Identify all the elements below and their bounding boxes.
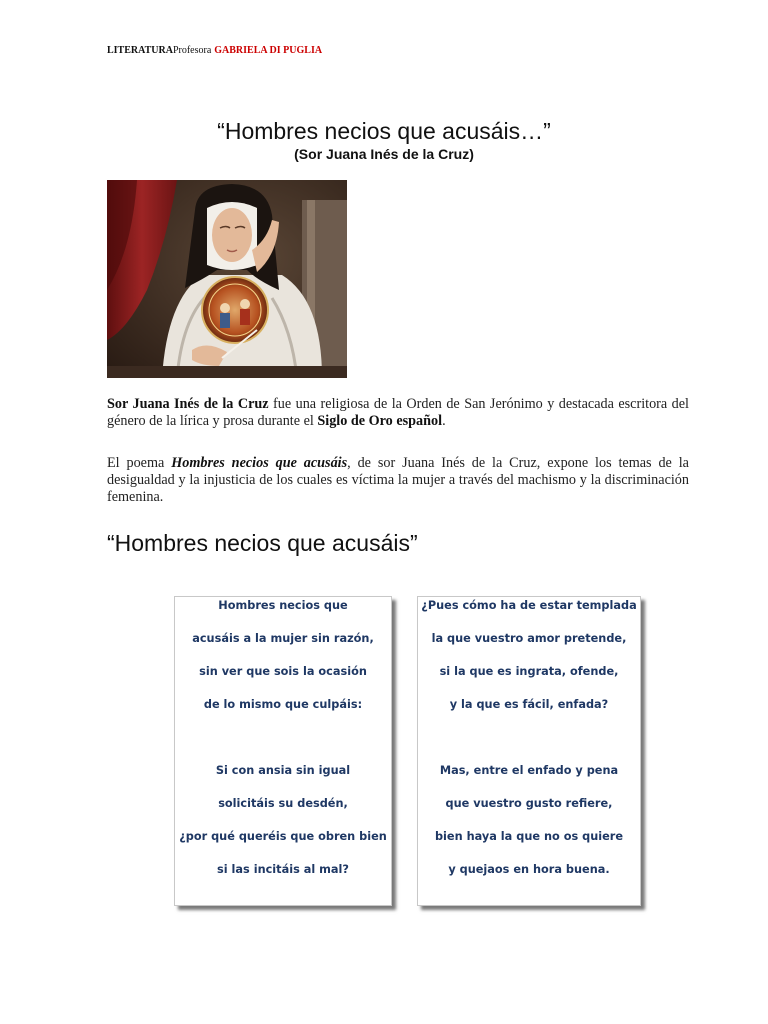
stanza-gap [418,730,640,763]
verse-line: Hombres necios que [218,599,348,612]
portrait-painting-icon [107,180,347,378]
verse-line: Si con ansia sin igual [215,764,351,777]
author-name: Sor Juana Inés de la Cruz [107,396,269,412]
siglo-de-oro: Siglo de Oro español [317,413,443,429]
header-teacher: GABRIELA DI PUGLIA [214,45,323,56]
poem-box-right [417,596,641,906]
portrait-image [107,180,347,378]
poem-name: Hombres necios que acusáis [171,455,348,471]
verse-line: de lo mismo que culpáis: [203,698,363,711]
verse-line: que vuestro gusto refiere, [445,797,613,810]
verse-line: ¿Pues cómo ha de estar templada [421,599,637,612]
header-role: Profesora [172,45,212,56]
intro-paragraph [107,396,689,430]
intro-text: fue una religiosa de la Orden de San Jerónimo y destacada escritora del género de la lírica y prosa durante el [107,396,689,429]
poem-title: “Hombres necios que acusáis” [107,530,418,556]
description-text: , de sor Juana Inés de la Cruz, expone los temas de la desigualdad y la injusticia de los cuales es víctima la mujer a través del machismo y la discriminación femenina. [107,455,689,505]
verse-line: Mas, entre el enfado y pena [439,764,619,777]
page-header [107,45,322,56]
intro-end: . [442,413,446,429]
verse-line: la que vuestro amor pretende, [431,632,627,645]
poem-box-left [174,596,392,906]
verse-line: bien haya la que no os quiere [434,830,624,843]
verse-line: ¿por qué queréis que obren bien [179,830,387,843]
poem-description-paragraph [107,455,689,506]
verse-line: si la que es ingrata, ofende, [439,665,619,678]
document-title: “Hombres necios que acusáis…” [217,118,551,144]
verse-line: y la que es fácil, enfada? [449,698,609,711]
document-subtitle: (Sor Juana Inés de la Cruz) [294,146,474,162]
verse-line: si las incitáis al mal? [217,863,349,876]
header-subject: LITERATURA [107,45,173,56]
description-start: El poema [107,455,172,471]
verse-line: y quejaos en hora buena. [448,863,610,876]
verse-line: solicitáis su desdén, [218,797,348,810]
stanza-gap [175,730,391,763]
verse-line: sin ver que sois la ocasión [199,665,367,678]
verse-line: acusáis a la mujer sin razón, [192,632,374,645]
